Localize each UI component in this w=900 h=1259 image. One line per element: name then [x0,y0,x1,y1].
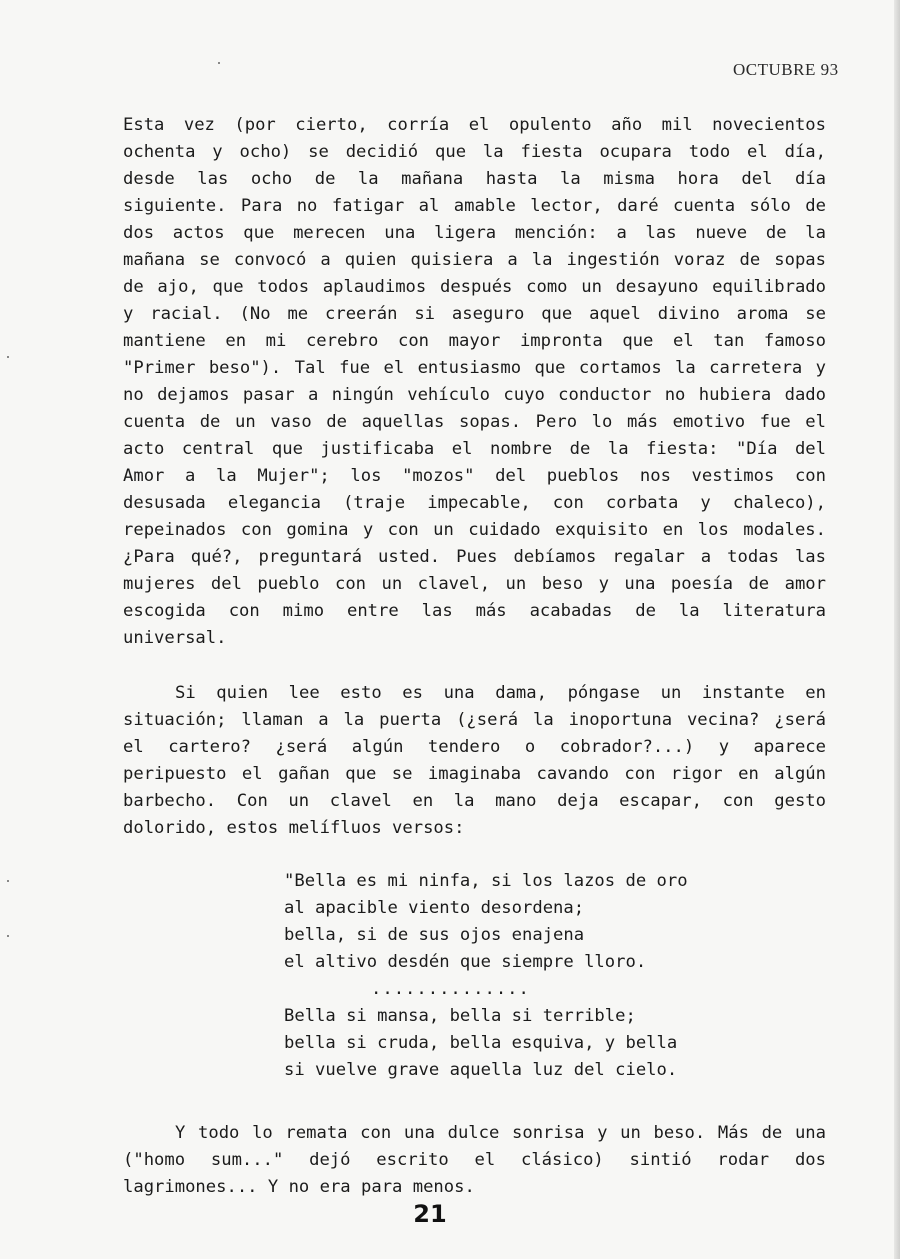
text-line: acto central que justificaba el nombre de la fiesta: "Día del [123,439,826,459]
text-line: y racial. (No me creerán si aseguro que aquel divino aroma se [123,304,826,324]
poem-line: "Bella es mi ninfa, si los lazos de oro [284,871,688,891]
poem-line: Bella si mansa, bella si terrible; [284,1006,636,1026]
scan-speck [7,935,9,937]
paragraph-2 [123,680,826,842]
text-line: Si quien lee esto es una dama, póngase un instante en [175,683,826,703]
poem-line: bella si cruda, bella esquiva, y bella [284,1033,678,1053]
text-line: ochenta y ocho) se decidió que la fiesta ocupara todo el día, [123,142,826,162]
text-line: mantiene en mi cerebro con mayor impronta que el tan famoso [123,331,826,351]
paragraph-1 [123,112,826,652]
text-line: no dejamos pasar a ningún vehículo cuyo conductor no hubiera dado [123,385,826,405]
text-line: Esta vez (por cierto, corría el opulento año mil novecientos [123,115,826,135]
poem-quote [284,868,688,1084]
text-line: "Primer beso"). Tal fue el entusiasmo que cortamos la carretera y [123,358,826,378]
text-line: Amor a la Mujer"; los "mozos" del pueblos nos vestimos con [123,466,826,486]
text-line: el cartero? ¿será algún tendero o cobrador?...) y aparece [123,737,826,757]
text-line: ¿Para qué?, preguntará usted. Pues debíamos regalar a todas las [123,547,826,567]
text-line: ("homo sum..." dejó escrito el clásico) sintió rodar dos [123,1150,826,1170]
text-line: universal. [123,628,227,648]
scan-speck [7,880,9,882]
text-line: escogida con mimo entre las más acabadas de la literatura [123,601,826,621]
text-line: desde las ocho de la mañana hasta la misma hora del día [123,169,826,189]
text-line: situación; llaman a la puerta (¿será la inoportuna vecina? ¿será [123,710,826,730]
poem-line: el altivo desdén que siempre lloro. [284,952,647,972]
text-line: barbecho. Con un clavel en la mano deja escapar, con gesto [123,791,826,811]
text-line: desusada elegancia (traje impecable, con corbata y chaleco), [123,493,826,513]
paragraph-3 [123,1120,826,1201]
poem-line: al apacible viento desordena; [284,898,585,918]
text-line: peripuesto el gañan que se imaginaba cavando con rigor en algún [123,764,826,784]
scan-speck [7,356,9,358]
text-line: Y todo lo remata con una dulce sonrisa y un beso. Más de una [175,1123,826,1143]
poem-line: si vuelve grave aquella luz del cielo. [284,1060,678,1080]
scan-speck [218,62,220,64]
text-line: dolorido, estos melífluos versos: [123,818,465,838]
text-line: repeinados con gomina y con un cuidado exquisito en los modales. [123,520,826,540]
page-number: 21 [413,1200,447,1228]
text-line: mujeres del pueblo con un clavel, un beso y una poesía de amor [123,574,826,594]
page-edge-shadow [894,0,900,1259]
running-head: OCTUBRE 93 [733,60,839,79]
poem-line: bella, si de sus ojos enajena [284,925,585,945]
text-line: cuenta de un vaso de aquellas sopas. Pero lo más emotivo fue el [123,412,826,432]
text-line: dos actos que merecen una ligera mención: a las nueve de la [123,223,826,243]
text-line: de ajo, que todos aplaudimos después como un desayuno equilibrado [123,277,826,297]
text-line: siguiente. Para no fatigar al amable lector, daré cuenta sólo de [123,196,826,216]
poem-ellipsis: .............. [371,979,530,999]
text-line: mañana se convocó a quien quisiera a la ingestión voraz de sopas [123,250,826,270]
text-line: lagrimones... Y no era para menos. [123,1177,475,1197]
